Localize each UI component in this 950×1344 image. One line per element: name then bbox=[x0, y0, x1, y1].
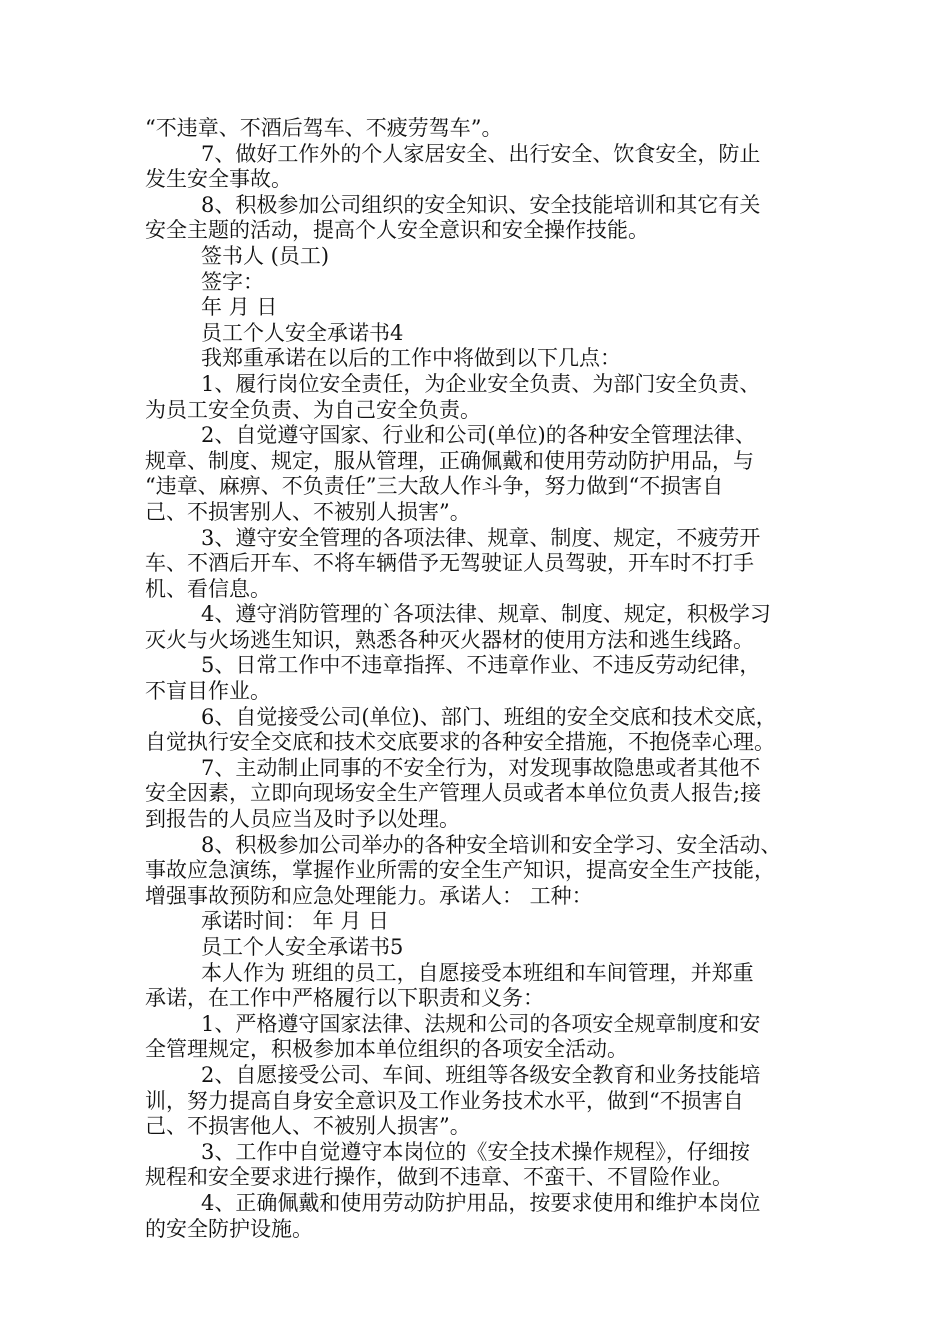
text-line: 训，努力提高自身安全意识及工作业务技术水平，做到“不损害自 bbox=[145, 1088, 744, 1113]
text-line: 发生安全事故。 bbox=[145, 167, 292, 192]
document-body bbox=[145, 116, 815, 1242]
text-line: 机、看信息。 bbox=[145, 576, 271, 601]
text-line: 我郑重承诺在以后的工作中将做到以下几点： bbox=[201, 346, 621, 371]
text-line: 增强事故预防和应急处理能力。承诺人： 工种： bbox=[145, 883, 593, 908]
text-line: 全管理规定，积极参加本单位组织的各项安全活动。 bbox=[145, 1037, 628, 1062]
text-line: 1、严格遵守国家法律、法规和公司的各项安全规章制度和安 bbox=[201, 1011, 761, 1036]
text-line: 签书人 (员工) bbox=[201, 243, 330, 268]
text-line: 4、正确佩戴和使用劳动防护用品，按要求使用和维护本岗位 bbox=[201, 1190, 761, 1215]
text-line: 5、日常工作中不违章指挥、不违章作业、不违反劳动纪律， bbox=[201, 653, 761, 678]
text-line: 签字： bbox=[201, 269, 264, 294]
text-line: 4、遵守消防管理的`各项法律、规章、制度、规定，积极学习 bbox=[201, 602, 771, 627]
text-line: 到报告的人员应当及时予以处理。 bbox=[145, 807, 460, 832]
text-line: 3、遵守安全管理的各项法律、规章、制度、规定，不疲劳开 bbox=[201, 525, 761, 550]
text-line: 承诺时间： 年 月 日 bbox=[201, 909, 390, 934]
text-line: 的安全防护设施。 bbox=[145, 1216, 313, 1241]
text-line: 安全主题的活动，提高个人安全意识和安全操作技能。 bbox=[145, 218, 649, 243]
text-line: 6、自觉接受公司(单位)、部门、班组的安全交底和技术交底， bbox=[201, 704, 777, 729]
text-line: 2、自觉遵守国家、行业和公司(单位)的各种安全管理法律、 bbox=[201, 423, 756, 448]
text-line: 员工个人安全承诺书4 bbox=[201, 320, 404, 345]
text-line: 承诺，在工作中严格履行以下职责和义务： bbox=[145, 986, 544, 1011]
text-line: 安全因素，立即向现场安全生产管理人员或者本单位负责人报告;接 bbox=[145, 781, 762, 806]
text-line: 自觉执行安全交底和技术交底要求的各种安全措施，不抱侥幸心理。 bbox=[145, 730, 775, 755]
text-line: 事故应急演练，掌握作业所需的安全生产知识，提高安全生产技能， bbox=[145, 858, 775, 883]
text-line: 车、不酒后开车、不将车辆借予无驾驶证人员驾驶，开车时不打手 bbox=[145, 551, 754, 576]
text-line: 8、积极参加公司组织的安全知识、安全技能培训和其它有关 bbox=[201, 192, 761, 217]
text-line: “不违章、不酒后驾车、不疲劳驾车”。 bbox=[145, 116, 503, 140]
text-line: 8、积极参加公司举办的各种安全培训和安全学习、安全活动、 bbox=[201, 832, 782, 857]
text-line: “违章、麻痹、不负责任”三大敌人作斗争，努力做到“不损害自 bbox=[145, 474, 724, 499]
text-line: 年 月 日 bbox=[201, 295, 278, 320]
text-line: 1、履行岗位安全责任，为企业安全负责、为部门安全负责、 bbox=[201, 371, 761, 396]
text-line: 规章、制度、规定，服从管理，正确佩戴和使用劳动防护用品，与 bbox=[145, 448, 754, 473]
text-line: 7、做好工作外的个人家居安全、出行安全、饮食安全，防止 bbox=[201, 141, 761, 166]
text-line: 2、自愿接受公司、车间、班组等各级安全教育和业务技能培 bbox=[201, 1062, 761, 1087]
text-line: 不盲目作业。 bbox=[145, 679, 271, 704]
text-line: 己、不损害他人、不被别人损害”。 bbox=[145, 1114, 471, 1139]
text-line: 己、不损害别人、不被别人损害”。 bbox=[145, 499, 471, 524]
text-line: 7、主动制止同事的不安全行为，对发现事故隐患或者其他不 bbox=[201, 755, 761, 780]
text-line: 为员工安全负责、为自己安全负责。 bbox=[145, 397, 481, 422]
text-line: 规程和安全要求进行操作，做到不违章、不蛮干、不冒险作业。 bbox=[145, 1165, 733, 1190]
text-line: 3、工作中自觉遵守本岗位的《安全技术操作规程》，仔细按 bbox=[201, 1139, 750, 1164]
text-line: 灭火与火场逃生知识，熟悉各种灭火器材的使用方法和逃生线路。 bbox=[145, 627, 754, 652]
text-line: 员工个人安全承诺书5 bbox=[201, 935, 404, 959]
text-line: 本人作为 班组的员工，自愿接受本班组和车间管理，并郑重 bbox=[201, 960, 754, 985]
